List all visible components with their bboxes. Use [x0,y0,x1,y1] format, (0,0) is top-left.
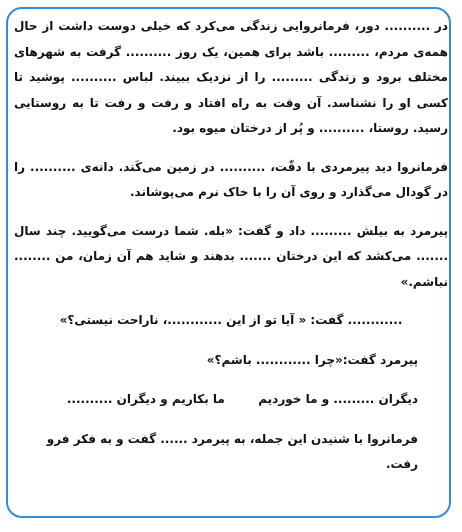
line-5: پیرمرد گفت:«چرا ............ باشم؟» [206,352,418,367]
story-text [14,14,448,492]
paragraph-2: فرمانروا دید پیرمردی با دقّت، .......... در زمین می‌کَند. دانه‌ی .......... را در گودال می‌گذارد و روی آن را با خاک نرم می‌پوشاند. [14,159,448,199]
line-4: ............ گفت: « آیا تو از این ............، ناراحت نیستی؟» [59,313,403,327]
paragraph-1: در .......... دور، فرمانروایی زندگی می‌کرد که خیلی دوست داشت از حال همه‌ی مردم، ......... باشد برای همین، یک روز .......... گرفت به شهرهای مختلف برود و زندگی ......... را از نزدیک ببیند. لباس .......... پوشید تا کسی او را نشناسد. آن وقت به راه افتاد و رفت و رفت تا به روستایی رسید. روستا، .......... و پُر از درختان میوه بود. [14,19,448,135]
line-7: فرمانروا با شنیدن این جمله، به پیرمرد ...... گفت و به فکر فرو رفت. [46,431,418,471]
paragraph-3: پیرمرد به بیلش ......... داد و گفت: «بله. شما درست می‌گویید. چند سال ....... می‌کشد که این درختان ....... بدهند و شاید هم آن زمان، من ........ نباشم.» [14,223,448,289]
line-6: دیگران ......... و ما خوردیم ما بکاریم و دیگران .......... [66,392,418,406]
